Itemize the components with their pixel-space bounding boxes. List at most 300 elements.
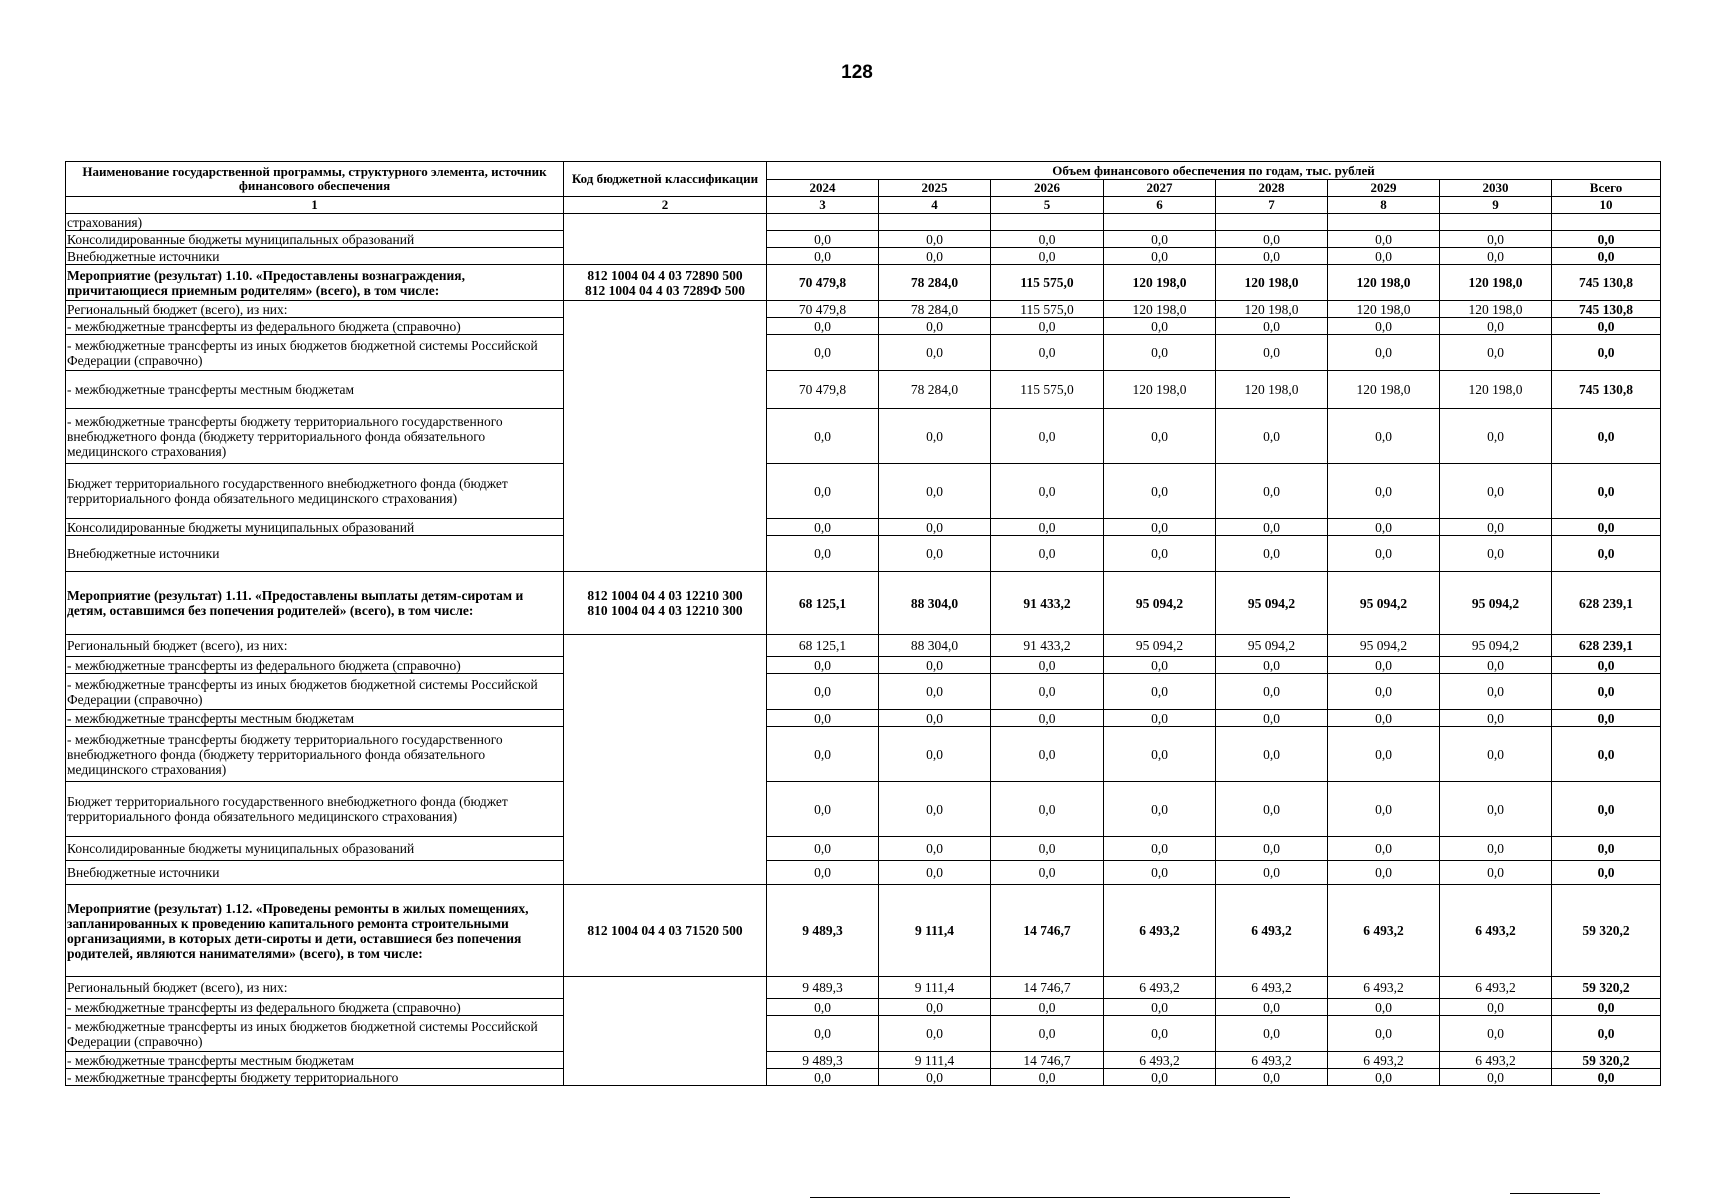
row-value: 120 198,0	[1440, 371, 1552, 409]
row-value: 0,0	[1104, 710, 1216, 727]
row-value: 0,0	[767, 519, 879, 536]
table-row	[66, 464, 1661, 519]
row-value: 0,0	[991, 727, 1104, 782]
row-value: 0,0	[1440, 231, 1552, 248]
row-value: 95 094,2	[1328, 572, 1440, 635]
row-name: Бюджет территориального государственного внебюджетного фонда (бюджет территориального фонда обязательного медицинского страхования)	[66, 464, 564, 519]
row-value: 70 479,8	[767, 265, 879, 301]
row-value: 0,0	[1440, 519, 1552, 536]
row-value: 14 746,7	[991, 885, 1104, 977]
row-value: 0,0	[1104, 782, 1216, 837]
row-value: 120 198,0	[1104, 301, 1216, 318]
row-value: 0,0	[1104, 409, 1216, 464]
row-value: 0,0	[1328, 1016, 1440, 1052]
row-code: 812 1004 04 4 03 72890 500 812 1004 04 4 03 7289Ф 500	[564, 265, 767, 301]
table-row	[66, 657, 1661, 674]
row-value: 0,0	[767, 464, 879, 519]
row-name: - межбюджетные трансферты из федерального бюджета (справочно)	[66, 999, 564, 1016]
row-value: 0,0	[1328, 464, 1440, 519]
row-name: Бюджет территориального государственного внебюджетного фонда (бюджет территориального фонда обязательного медицинского страхования)	[66, 782, 564, 837]
row-value: 9 111,4	[879, 885, 991, 977]
row-name: - межбюджетные трансферты бюджету территориального	[66, 1069, 564, 1086]
row-name: Консолидированные бюджеты муниципальных образований	[66, 519, 564, 536]
row-total: 0,0	[1552, 318, 1661, 335]
row-value: 0,0	[991, 674, 1104, 710]
row-code	[564, 301, 767, 572]
table-row-measure	[66, 885, 1661, 977]
row-value: 0,0	[1440, 782, 1552, 837]
row-value: 0,0	[1328, 782, 1440, 837]
row-value: 0,0	[1216, 837, 1328, 861]
row-value: 0,0	[1104, 464, 1216, 519]
row-value: 0,0	[991, 1016, 1104, 1052]
header-year: 2026	[991, 180, 1104, 197]
row-name: Региональный бюджет (всего), из них:	[66, 977, 564, 999]
row-value: 0,0	[879, 335, 991, 371]
table-row	[66, 1052, 1661, 1069]
bottom-rule	[810, 1197, 1290, 1198]
row-value: 0,0	[1104, 837, 1216, 861]
row-code	[564, 214, 767, 265]
row-value: 0,0	[1104, 231, 1216, 248]
row-total: 0,0	[1552, 248, 1661, 265]
row-value: 120 198,0	[1216, 371, 1328, 409]
row-value: 0,0	[1104, 536, 1216, 572]
row-value: 0,0	[1104, 727, 1216, 782]
row-value: 0,0	[1440, 248, 1552, 265]
row-code	[564, 977, 767, 1086]
row-value: 0,0	[767, 727, 879, 782]
column-number: 2	[564, 197, 767, 214]
row-value: 6 493,2	[1216, 885, 1328, 977]
row-value: 78 284,0	[879, 371, 991, 409]
row-value: 0,0	[879, 999, 991, 1016]
row-value: 0,0	[1104, 335, 1216, 371]
row-value: 0,0	[879, 464, 991, 519]
row-value: 0,0	[991, 861, 1104, 885]
row-value: 6 493,2	[1216, 977, 1328, 999]
table-row	[66, 536, 1661, 572]
row-value: 0,0	[879, 536, 991, 572]
row-value: 68 125,1	[767, 572, 879, 635]
row-value: 0,0	[991, 335, 1104, 371]
row-value: 0,0	[1104, 999, 1216, 1016]
row-name: - межбюджетные трансферты местным бюджетам	[66, 710, 564, 727]
header-year: 2027	[1104, 180, 1216, 197]
financing-table	[65, 161, 1661, 1086]
column-number: 7	[1216, 197, 1328, 214]
table-row	[66, 837, 1661, 861]
column-number: 1	[66, 197, 564, 214]
row-value: 0,0	[879, 1016, 991, 1052]
row-total: 0,0	[1552, 409, 1661, 464]
header-volume: Объем финансового обеспечения по годам, тыс. рублей	[767, 162, 1661, 180]
row-value: 0,0	[879, 782, 991, 837]
row-total: 59 320,2	[1552, 885, 1661, 977]
row-value: 0,0	[1216, 782, 1328, 837]
row-value: 0,0	[1440, 999, 1552, 1016]
row-value: 0,0	[1328, 335, 1440, 371]
table-row-measure	[66, 265, 1661, 301]
row-value: 0,0	[1440, 674, 1552, 710]
row-value: 6 493,2	[1328, 1052, 1440, 1069]
row-value: 70 479,8	[767, 371, 879, 409]
row-value: 0,0	[1104, 657, 1216, 674]
row-value: 0,0	[991, 248, 1104, 265]
row-value: 6 493,2	[1104, 1052, 1216, 1069]
row-value: 0,0	[1440, 409, 1552, 464]
row-value: 0,0	[879, 1069, 991, 1086]
row-value: 0,0	[1104, 1069, 1216, 1086]
row-value: 0,0	[1328, 1069, 1440, 1086]
row-value	[1104, 214, 1216, 231]
row-name: страхования)	[66, 214, 564, 231]
table-row	[66, 371, 1661, 409]
row-value: 0,0	[1104, 318, 1216, 335]
row-total: 0,0	[1552, 837, 1661, 861]
header-code: Код бюджетной классификации	[564, 162, 767, 197]
column-number: 5	[991, 197, 1104, 214]
row-total: 0,0	[1552, 1069, 1661, 1086]
row-value: 0,0	[1328, 674, 1440, 710]
table-row	[66, 409, 1661, 464]
row-value: 0,0	[1328, 837, 1440, 861]
row-total: 0,0	[1552, 335, 1661, 371]
row-value: 0,0	[879, 318, 991, 335]
row-value: 0,0	[1328, 231, 1440, 248]
row-value: 0,0	[991, 837, 1104, 861]
row-value: 14 746,7	[991, 1052, 1104, 1069]
row-value: 120 198,0	[1104, 371, 1216, 409]
row-value: 88 304,0	[879, 635, 991, 657]
row-value: 0,0	[1216, 318, 1328, 335]
row-name: - межбюджетные трансферты бюджету территориального государственного внебюджетного фонда (бюджету территориального фонда обязательного медицинского страхования)	[66, 409, 564, 464]
row-value: 0,0	[1440, 1016, 1552, 1052]
row-value: 120 198,0	[1440, 265, 1552, 301]
row-value: 0,0	[1216, 999, 1328, 1016]
row-value: 0,0	[1216, 409, 1328, 464]
row-value	[1440, 214, 1552, 231]
row-value: 0,0	[1104, 519, 1216, 536]
row-value: 6 493,2	[1216, 1052, 1328, 1069]
table-row	[66, 782, 1661, 837]
page-number: 128	[841, 62, 873, 83]
table-header	[66, 162, 1661, 214]
row-value: 0,0	[767, 409, 879, 464]
row-value: 78 284,0	[879, 301, 991, 318]
row-total: 0,0	[1552, 999, 1661, 1016]
table-row	[66, 248, 1661, 265]
row-value: 0,0	[991, 657, 1104, 674]
row-value: 0,0	[1440, 837, 1552, 861]
row-value: 115 575,0	[991, 265, 1104, 301]
row-value: 95 094,2	[1440, 572, 1552, 635]
row-value: 120 198,0	[1216, 265, 1328, 301]
table-row	[66, 214, 1661, 231]
row-value: 0,0	[991, 536, 1104, 572]
row-value: 0,0	[879, 657, 991, 674]
row-value: 0,0	[1328, 861, 1440, 885]
row-value: 0,0	[1328, 657, 1440, 674]
table-row	[66, 318, 1661, 335]
row-value: 0,0	[1216, 248, 1328, 265]
row-value	[767, 214, 879, 231]
row-value: 0,0	[1216, 710, 1328, 727]
row-value: 9 489,3	[767, 977, 879, 999]
row-value: 120 198,0	[1440, 301, 1552, 318]
table-row	[66, 674, 1661, 710]
row-value: 0,0	[767, 837, 879, 861]
row-value: 6 493,2	[1328, 977, 1440, 999]
row-value: 120 198,0	[1216, 301, 1328, 318]
column-number: 3	[767, 197, 879, 214]
row-value: 0,0	[767, 335, 879, 371]
row-value: 0,0	[1328, 727, 1440, 782]
row-value: 0,0	[1216, 657, 1328, 674]
row-total: 0,0	[1552, 710, 1661, 727]
row-value: 0,0	[879, 231, 991, 248]
table-row	[66, 710, 1661, 727]
row-name: Консолидированные бюджеты муниципальных образований	[66, 837, 564, 861]
row-value: 0,0	[879, 248, 991, 265]
row-value: 0,0	[1440, 536, 1552, 572]
row-total: 745 130,8	[1552, 301, 1661, 318]
row-code	[564, 635, 767, 885]
row-value: 0,0	[1440, 335, 1552, 371]
row-value: 6 493,2	[1440, 977, 1552, 999]
header-year: 2024	[767, 180, 879, 197]
table-row	[66, 335, 1661, 371]
row-value: 120 198,0	[1328, 301, 1440, 318]
row-value: 0,0	[1216, 519, 1328, 536]
row-value: 95 094,2	[1216, 572, 1328, 635]
row-value: 0,0	[1328, 409, 1440, 464]
row-value: 0,0	[1328, 999, 1440, 1016]
row-value: 9 111,4	[879, 1052, 991, 1069]
row-value: 0,0	[879, 674, 991, 710]
table-row	[66, 1069, 1661, 1086]
row-value: 6 493,2	[1104, 977, 1216, 999]
row-value: 95 094,2	[1104, 635, 1216, 657]
header-name: Наименование государственной программы, структурного элемента, источник финансового обеспечения	[66, 162, 564, 197]
row-value: 0,0	[1440, 1069, 1552, 1086]
row-value: 0,0	[1328, 536, 1440, 572]
row-value: 6 493,2	[1104, 885, 1216, 977]
row-total: 0,0	[1552, 674, 1661, 710]
row-value: 0,0	[1440, 727, 1552, 782]
row-total: 0,0	[1552, 536, 1661, 572]
table-row	[66, 301, 1661, 318]
row-value: 0,0	[767, 674, 879, 710]
row-name: Внебюджетные источники	[66, 248, 564, 265]
row-code: 812 1004 04 4 03 71520 500	[564, 885, 767, 977]
row-value: 9 489,3	[767, 885, 879, 977]
row-value: 0,0	[991, 999, 1104, 1016]
row-name: - межбюджетные трансферты из иных бюджетов бюджетной системы Российской Федерации (справочно)	[66, 1016, 564, 1052]
row-value: 0,0	[991, 409, 1104, 464]
row-value: 95 094,2	[1104, 572, 1216, 635]
row-value: 0,0	[879, 727, 991, 782]
row-value: 115 575,0	[991, 371, 1104, 409]
row-value: 0,0	[1440, 657, 1552, 674]
row-value: 68 125,1	[767, 635, 879, 657]
row-value: 6 493,2	[1328, 885, 1440, 977]
row-value: 0,0	[1440, 318, 1552, 335]
row-value: 0,0	[879, 409, 991, 464]
table-row	[66, 635, 1661, 657]
row-value: 0,0	[767, 1069, 879, 1086]
row-value: 0,0	[991, 318, 1104, 335]
row-value: 0,0	[1440, 861, 1552, 885]
row-total: 628 239,1	[1552, 572, 1661, 635]
row-value: 95 094,2	[1440, 635, 1552, 657]
row-value: 0,0	[991, 782, 1104, 837]
row-total: 628 239,1	[1552, 635, 1661, 657]
row-value: 0,0	[1216, 674, 1328, 710]
row-name: Внебюджетные источники	[66, 861, 564, 885]
row-value: 0,0	[767, 248, 879, 265]
row-code: 812 1004 04 4 03 12210 300 810 1004 04 4 03 12210 300	[564, 572, 767, 635]
row-value: 91 433,2	[991, 572, 1104, 635]
header-total: Всего	[1552, 180, 1661, 197]
row-total: 0,0	[1552, 464, 1661, 519]
row-value	[1328, 214, 1440, 231]
row-value: 95 094,2	[1328, 635, 1440, 657]
column-number: 9	[1440, 197, 1552, 214]
row-total: 745 130,8	[1552, 265, 1661, 301]
row-name: - межбюджетные трансферты бюджету территориального государственного внебюджетного фонда (бюджету территориального фонда обязательного медицинского страхования)	[66, 727, 564, 782]
row-value: 70 479,8	[767, 301, 879, 318]
row-value: 0,0	[1440, 464, 1552, 519]
row-value: 0,0	[767, 657, 879, 674]
row-total: 59 320,2	[1552, 977, 1661, 999]
row-total: 0,0	[1552, 861, 1661, 885]
row-name: Мероприятие (результат) 1.11. «Предоставлены выплаты детям-сиротам и детям, оставшимся без попечения родителей» (всего), в том числе:	[66, 572, 564, 635]
row-value: 0,0	[1104, 248, 1216, 265]
table-row	[66, 977, 1661, 999]
row-value: 6 493,2	[1440, 885, 1552, 977]
header-year: 2028	[1216, 180, 1328, 197]
row-value: 0,0	[1328, 519, 1440, 536]
row-value: 0,0	[767, 231, 879, 248]
row-value: 0,0	[879, 710, 991, 727]
row-value: 0,0	[879, 837, 991, 861]
row-name: Региональный бюджет (всего), из них:	[66, 635, 564, 657]
header-year: 2030	[1440, 180, 1552, 197]
row-value: 0,0	[991, 1069, 1104, 1086]
table-row	[66, 861, 1661, 885]
row-value: 0,0	[767, 999, 879, 1016]
row-name: - межбюджетные трансферты из федерального бюджета (справочно)	[66, 657, 564, 674]
row-value: 0,0	[879, 861, 991, 885]
row-value: 120 198,0	[1328, 265, 1440, 301]
row-value: 0,0	[1328, 710, 1440, 727]
row-value: 0,0	[1216, 464, 1328, 519]
column-number: 6	[1104, 197, 1216, 214]
row-value: 120 198,0	[1104, 265, 1216, 301]
table-row	[66, 519, 1661, 536]
row-value: 0,0	[879, 519, 991, 536]
row-value	[879, 214, 991, 231]
row-value: 115 575,0	[991, 301, 1104, 318]
row-name: Региональный бюджет (всего), из них:	[66, 301, 564, 318]
row-name: - межбюджетные трансферты из иных бюджетов бюджетной системы Российской Федерации (справочно)	[66, 674, 564, 710]
table-row-measure	[66, 572, 1661, 635]
row-value: 0,0	[991, 519, 1104, 536]
row-value: 0,0	[1104, 674, 1216, 710]
row-value: 0,0	[767, 1016, 879, 1052]
row-total: 0,0	[1552, 1016, 1661, 1052]
row-value: 0,0	[1328, 318, 1440, 335]
header-year: 2025	[879, 180, 991, 197]
row-value: 0,0	[767, 318, 879, 335]
row-value: 0,0	[991, 231, 1104, 248]
row-total: 0,0	[1552, 519, 1661, 536]
row-value: 0,0	[767, 782, 879, 837]
table-body	[66, 214, 1661, 1086]
column-number: 10	[1552, 197, 1661, 214]
row-value: 9 489,3	[767, 1052, 879, 1069]
row-value: 120 198,0	[1328, 371, 1440, 409]
row-name: Мероприятие (результат) 1.12. «Проведены ремонты в жилых помещениях, запланированных к проведению капитального ремонта строительными организациями, в которых дети-сироты и дети, оставшиеся без попечения родителей, являются нанимателями» (всего), в том числе:	[66, 885, 564, 977]
row-name: - межбюджетные трансферты местным бюджетам	[66, 1052, 564, 1069]
row-name: Внебюджетные источники	[66, 536, 564, 572]
row-value: 0,0	[1216, 861, 1328, 885]
row-value: 0,0	[1440, 710, 1552, 727]
row-name: Мероприятие (результат) 1.10. «Предоставлены вознаграждения, причитающиеся приемным родителям» (всего), в том числе:	[66, 265, 564, 301]
column-number: 4	[879, 197, 991, 214]
table-row	[66, 231, 1661, 248]
row-value: 0,0	[767, 710, 879, 727]
row-name: - межбюджетные трансферты из федерального бюджета (справочно)	[66, 318, 564, 335]
row-value: 91 433,2	[991, 635, 1104, 657]
row-value	[991, 214, 1104, 231]
row-total: 59 320,2	[1552, 1052, 1661, 1069]
row-total: 0,0	[1552, 782, 1661, 837]
row-total: 745 130,8	[1552, 371, 1661, 409]
row-value: 0,0	[1216, 536, 1328, 572]
row-value: 0,0	[1104, 861, 1216, 885]
row-value: 0,0	[1216, 335, 1328, 371]
row-value: 9 111,4	[879, 977, 991, 999]
row-value: 88 304,0	[879, 572, 991, 635]
table-row	[66, 727, 1661, 782]
row-value	[1216, 214, 1328, 231]
column-number: 8	[1328, 197, 1440, 214]
table-row	[66, 1016, 1661, 1052]
row-value: 6 493,2	[1440, 1052, 1552, 1069]
row-total: 0,0	[1552, 727, 1661, 782]
row-total: 0,0	[1552, 231, 1661, 248]
row-value: 0,0	[991, 464, 1104, 519]
row-value: 0,0	[1216, 1016, 1328, 1052]
row-value: 14 746,7	[991, 977, 1104, 999]
row-total	[1552, 214, 1661, 231]
row-value: 0,0	[1216, 1069, 1328, 1086]
bottom-rule-right	[1510, 1193, 1600, 1194]
row-value: 0,0	[1104, 1016, 1216, 1052]
row-value: 0,0	[767, 861, 879, 885]
row-name: - межбюджетные трансферты из иных бюджетов бюджетной системы Российской Федерации (справочно)	[66, 335, 564, 371]
row-value: 78 284,0	[879, 265, 991, 301]
row-name: Консолидированные бюджеты муниципальных образований	[66, 231, 564, 248]
row-value: 95 094,2	[1216, 635, 1328, 657]
row-value: 0,0	[1216, 231, 1328, 248]
table-row	[66, 999, 1661, 1016]
row-value: 0,0	[1328, 248, 1440, 265]
row-name: - межбюджетные трансферты местным бюджетам	[66, 371, 564, 409]
row-value: 0,0	[991, 710, 1104, 727]
